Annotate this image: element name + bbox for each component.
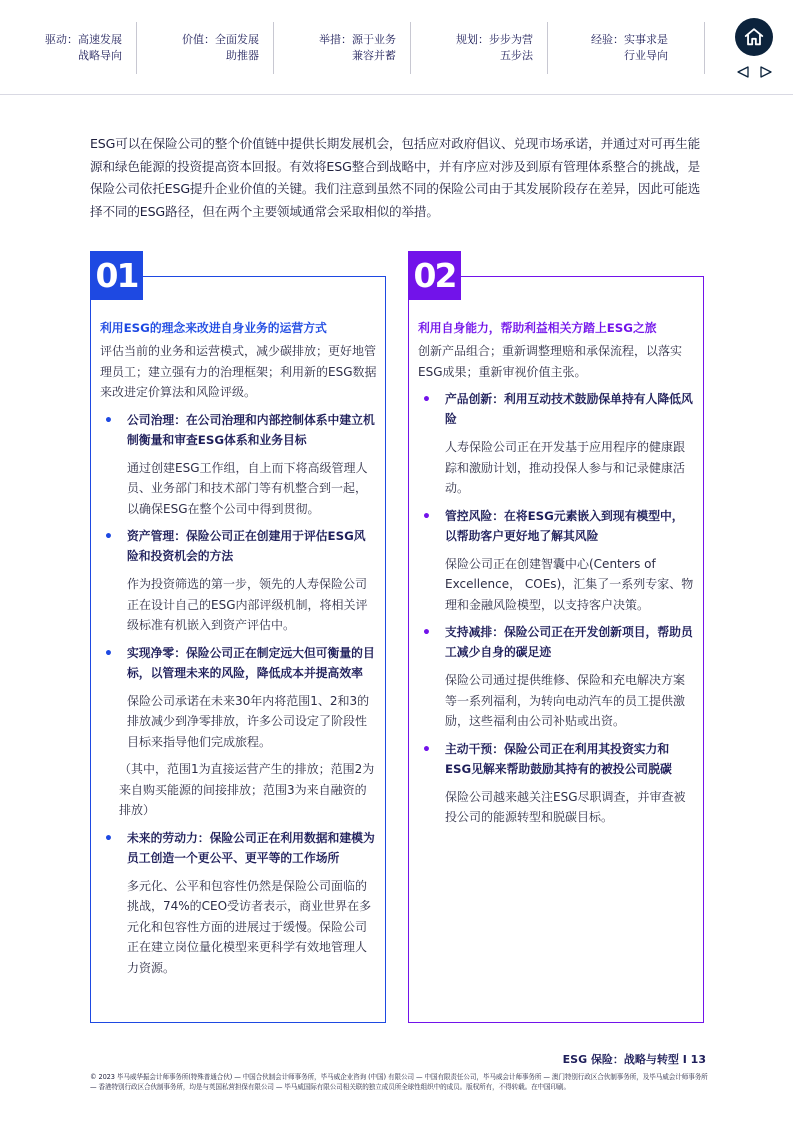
home-icon: [743, 26, 765, 48]
bullet-title: 未来的劳动力：保险公司正在利用数据和建模为员工创造一个更公平、更平等的工作场所: [127, 830, 375, 865]
nav-item-value[interactable]: [137, 22, 274, 74]
bullet-dot-icon: •: [104, 645, 113, 662]
bullet-item: [418, 622, 695, 732]
bullet-dot-icon: •: [422, 508, 431, 525]
bullet-title: 产品创新：利用互动技术鼓励保单持有人降低风险: [445, 392, 693, 426]
home-button[interactable]: [735, 18, 773, 56]
bullet-dot-icon: •: [422, 392, 431, 408]
bullet-title: 主动干预：保险公司正在利用其投资实力和ESG见解来帮助鼓励其持有的被投公司脱碳: [445, 741, 672, 776]
bullet-title: 支持减排：保险公司正在开发创新项目，帮助员工减少自身的碳足迹: [445, 625, 693, 659]
nav-item-line1: 价值：全面发展: [182, 33, 259, 46]
card-title: 利用自身能力，帮助利益相关方踏上ESG之旅: [418, 321, 657, 335]
bullet-body: 保险公司正在创建智囊中心(Centers of Excellence， COEs)，汇集了一系列专家、物理和金融风险模型，以支持客户决策。: [445, 556, 694, 612]
bullet-title: 公司治理：在公司治理和内部控制体系中建立机制衡量和审查ESG体系和业务目标: [127, 412, 375, 447]
bullet-dot-icon: •: [422, 741, 431, 758]
bullet-item: [418, 506, 695, 616]
nav-item-line1: 驱动：高速发展: [45, 33, 122, 46]
nav-item-line2: 助推器: [226, 49, 259, 62]
bullet-dot-icon: •: [104, 412, 113, 429]
bullet-title: 管控风险：在将ESG元素嵌入到现有模型中，以帮助客户更好地了解其风险: [445, 508, 684, 543]
card-title: 利用ESG的理念来改进自身业务的运营方式: [100, 321, 327, 335]
initiative-card-01: [90, 256, 386, 1023]
copyright-notice: © 2023 毕马威华振会计师事务所(特殊普通合伙) — 中国合伙制会计师事务所，毕马威企业咨询 (中国) 有限公司 — 中国有限责任公司，毕马威会计师事务所 — 澳门特别行政区合伙制事务所，及毕马威会计师事务所 — 香港特别行政区合伙制事务所，均是与英国私营担保有限公司 — 毕马威国际有限公司相关联的独立成员所全球性组织中的成员。版权所有，不得转载。在中国印刷。: [90, 1073, 708, 1092]
card-lead: 创新产品组合；重新调整理赔和承保流程，以落实ESG成果；重新审视价值主张。: [418, 344, 683, 379]
nav-item-line1: 经验：实事求是: [591, 33, 668, 46]
nav-item-drivers[interactable]: [0, 22, 137, 74]
top-navigation: [0, 0, 793, 95]
bullet-item: [100, 828, 377, 979]
bullet-dot-icon: •: [104, 830, 113, 847]
intro-paragraph: ESG可以在保险公司的整个价值链中提供长期发展机会，包括应对政府倡议、兑现市场承诺，并通过对可再生能源和绿色能源的投资提高资本回报。有效将ESG整合到战略中，并有序应对涉及到原有管理体系整合的挑战，是保险公司依托ESG提升企业价值的关键。我们注意到虽然不同的保险公司由于其发展阶段存在差异，因此可能选择不同的ESG路径，但在两个主要领域通常会采取相似的举措。: [90, 136, 701, 219]
nav-item-line1: 举措：源于业务: [319, 33, 396, 46]
bullet-note: （其中，范围1为直接运营产生的排放；范围2为来自购买能源的间接排放；范围3为来自融资的排放）: [119, 762, 375, 817]
card-lead: 评估当前的业务和运营模式，减少碳排放；更好地管理员工；建立强有力的治理框架；利用新的ESG数据来改进定价算法和风险评级。: [100, 344, 377, 399]
bullet-title: 实现净零：保险公司正在制定远大但可衡量的目标，以管理未来的风险，降低成本并提高效率: [127, 645, 375, 680]
next-page-icon[interactable]: [759, 65, 773, 79]
bullet-item: [418, 389, 695, 499]
bullet-body: 保险公司越来越关注ESG尽职调查，并审查被投公司的能源转型和脱碳目标。: [445, 789, 686, 824]
nav-item-line1: 规划：步步为营: [456, 33, 533, 46]
bullet-title: 资产管理：保险公司正在创建用于评估ESG风险和投资机会的方法: [127, 529, 366, 563]
prev-page-icon[interactable]: [736, 65, 750, 79]
initiative-card-02: [408, 256, 704, 1023]
nav-item-line2: 兼容并蓄: [352, 49, 396, 62]
nav-item-measures[interactable]: [274, 22, 411, 74]
bullet-dot-icon: •: [422, 625, 431, 641]
bullet-body: 人寿保险公司正在开发基于应用程序的健康跟踪和激励计划，推动投保人参与和记录健康活动。: [445, 440, 686, 495]
nav-item-line2: 战略导向: [78, 49, 122, 62]
bullet-dot-icon: •: [104, 529, 113, 545]
card-number-badge: 02: [408, 251, 461, 300]
bullet-item: [418, 739, 695, 828]
nav-item-planning[interactable]: [411, 22, 548, 74]
bullet-body: 多元化、公平和包容性仍然是保险公司面临的挑战，74%的CEO受访者表示，商业世界在多元化和包容性方面的进展过于缓慢。保险公司正在建立岗位量化模型来更科学有效地管理人力资源。: [127, 878, 372, 975]
card-number-badge: 01: [90, 251, 143, 300]
bullet-item: [100, 526, 377, 636]
bullet-body: 保险公司通过提供维修、保险和充电解决方案等一系列福利，为转向电动汽车的员工提供激励，这些福利由公司补贴或出资。: [445, 673, 686, 728]
bullet-body: 作为投资筛选的第一步，领先的人寿保险公司正在设计自己的ESG内部评级机制，将相关评级标准有机嵌入到资产评估中。: [127, 577, 368, 632]
bullet-item: [100, 643, 377, 821]
nav-item-line2: 五步法: [500, 49, 533, 62]
bullet-item: [100, 410, 377, 520]
bullet-body: 保险公司承诺在未来30年内将范围1、2和3的排放减少到净零排放，许多公司设定了阶段性目标来指导他们完成旅程。: [127, 693, 370, 749]
nav-item-line2: 行业导向: [624, 49, 668, 62]
bullet-body: 通过创建ESG工作组，自上而下将高级管理人员、业务部门和技术部门等有机整合到一起，以确保ESG在整个公司中得到贯彻。: [127, 460, 368, 516]
page-label: ESG 保险：战略与转型 I 13: [562, 1053, 706, 1066]
nav-item-experience[interactable]: [548, 22, 705, 74]
